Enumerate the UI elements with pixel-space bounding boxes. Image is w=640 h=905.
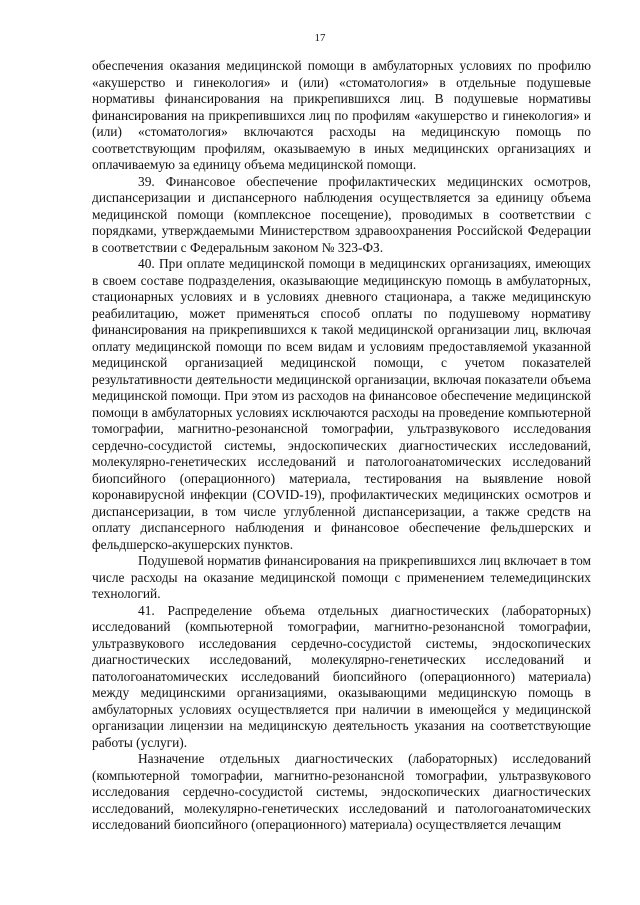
paragraph-assignment: Назначение отдельных диагностических (лабораторных) исследований (компьютерной томографии, магнитно-резонансной томографии, ультразвукового исследования сердечно-сосудистой системы, эндоскопических диагностических исследований, молекулярно-генетических исследований и патологоанатомических исследований биопсийного (операционного) материала) осуществляется лечащим — [92, 751, 591, 832]
paragraph-continuation: обеспечения оказания медицинской помощи в амбулаторных условиях по профилю «акушерство и гинекология» и (или) «стоматология» в отдельные подушевые нормативы финансирования на прикрепившихся лиц. В подушевые нормативы финансирования на прикрепившихся лиц по профилям «акушерство и гинекология» и (или) «стоматология» включаются расходы на медицинскую помощь по соответствующим профилям, оказываемую в иных медицинских организациях и оплачиваемую за единицу объема медицинской помощи. — [92, 58, 591, 172]
page-number: 17 — [314, 32, 326, 44]
document-body — [92, 58, 591, 834]
paragraph-40: 40. При оплате медицинской помощи в медицинских организациях, имеющих в своем составе подразделения, оказывающие медицинскую помощь в амбулаторных, стационарных условиях и в условиях дневного стационара, а также медицинскую реабилитацию, может применяться способ оплаты по подушевому нормативу финансирования на прикрепившихся к такой медицинской организации лиц, включая оплату медицинской помощи по всем видам и условиям предоставляемой указанной медицинской организацией медицинской помощи, с учетом показателей результативности деятельности медицинской организации, включая показатели объема медицинской помощи. При этом из расходов на финансовое обеспечение медицинской помощи в амбулаторных условиях исключаются расходы на проведение компьютерной томографии, магнитно-резонансной томографии, ультразвукового исследования сердечно-сосудистой системы, эндоскопических диагностических исследований, молекулярно-генетических исследований и патологоанатомических исследований биопсийного (операционного) материала, тестирования на выявление новой коронавирусной инфекции (COVID-19), профилактических медицинских осмотров и диспансеризации, в том числе углубленной диспансеризации, а также средств на оплату диспансерного наблюдения и финансовое обеспечение фельдшерских и фельдшерско-акушерских пунктов. — [92, 256, 591, 552]
paragraph-39: 39. Финансовое обеспечение профилактических медицинских осмотров, диспансеризации и диспансерного наблюдения осуществляется за единицу объема медицинской помощи (комплексное посещение), проводимых в соответствии с порядками, утверждаемыми Министерством здравоохранения Российской Федерации в соответствии с Федеральным законом № 323-ФЗ. — [92, 173, 591, 255]
paragraph-capitation-note: Подушевой норматив финансирования на прикрепившихся лиц включает в том числе расходы на оказание медицинской помощи с применением телемедицинских технологий. — [92, 553, 591, 601]
paragraph-41: 41. Распределение объема отдельных диагностических (лабораторных) исследований (компьютерной томографии, магнитно-резонансной томографии, ультразвукового исследования сердечно-сосудистой системы, эндоскопических диагностических исследований, молекулярно-генетических исследований и патологоанатомических исследований биопсийного (операционного) материала) между медицинскими организациями, оказывающими медицинскую помощь в амбулаторных условиях осуществляется при наличии в имеющейся у медицинской организации лицензии на медицинскую деятельность указания на соответствующие работы (услуги). — [92, 602, 591, 750]
